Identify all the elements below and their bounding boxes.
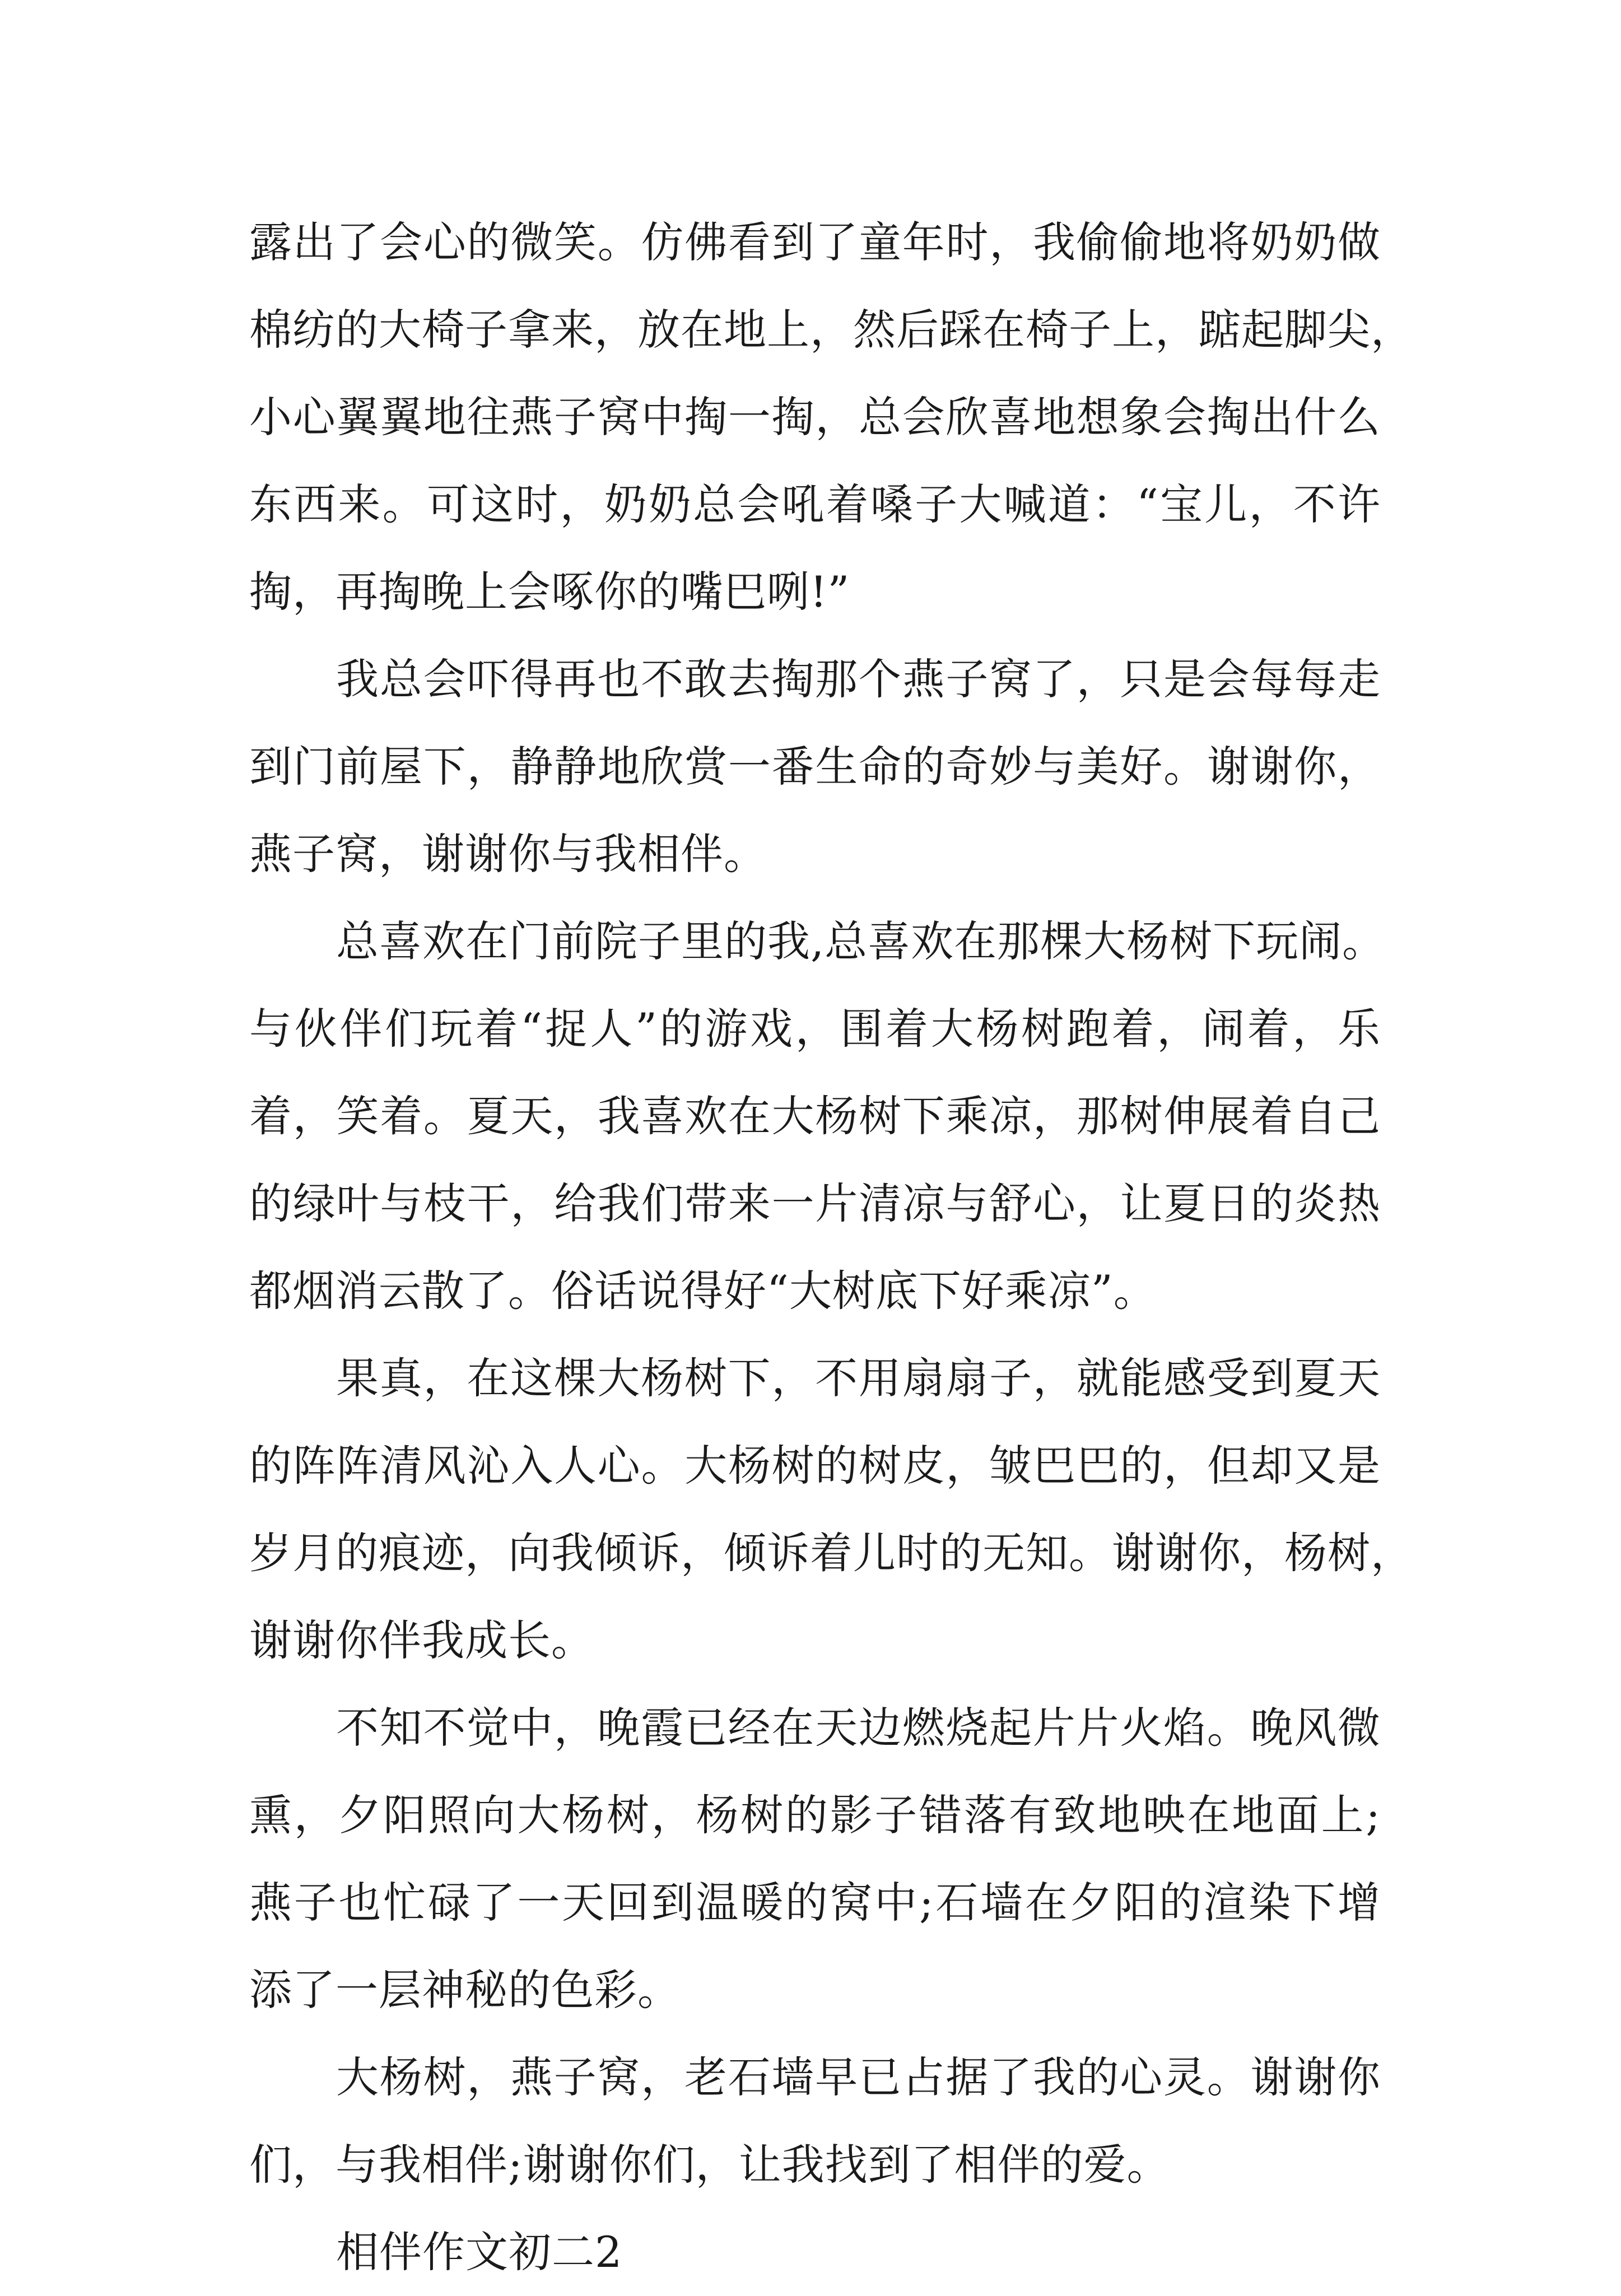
text-line: 谢谢你伴我成长。 [249, 1615, 594, 1665]
text-line: 东西来。可这时，奶奶总会吼着嗓子大喊道：“宝儿，不许 [249, 479, 1381, 529]
text-line: 果真，在这棵大杨树下，不用扇扇子，就能感受到夏天 [336, 1353, 1381, 1403]
text-line: 小心翼翼地往燕子窝中掏一掏，总会欣喜地想象会掏出什么 [249, 392, 1381, 442]
text-line: 都烟消云散了。俗话说得好“大树底下好乘凉”。 [249, 1266, 1157, 1316]
text-line: 燕子窝，谢谢你与我相伴。 [249, 829, 767, 879]
text-line: 着，笑着。夏天，我喜欢在大杨树下乘凉，那树伸展着自己 [249, 1091, 1381, 1141]
text-line: 总喜欢在门前院子里的我,总喜欢在那棵大杨树下玩闹。 [336, 916, 1386, 966]
text-line: 不知不觉中，晚霞已经在天边燃烧起片片火焰。晚风微 [336, 1703, 1381, 1753]
text-line: 大杨树，燕子窝，老石墙早已占据了我的心灵。谢谢你 [336, 2052, 1381, 2102]
text-line: 到门前屋下，静静地欣赏一番生命的奇妙与美好。谢谢你， [249, 742, 1381, 791]
text-line: 的阵阵清风沁入人心。大杨树的树皮，皱巴巴的，但却又是 [249, 1441, 1381, 1491]
document-body [249, 199, 1414, 2296]
text-line: 添了一层神秘的色彩。 [249, 1965, 681, 2015]
text-line: 熏，夕阳照向大杨树，杨树的影子错落有致地映在地面上; [249, 1790, 1381, 1840]
text-line: 的绿叶与枝干，给我们带来一片清凉与舒心，让夏日的炎热 [249, 1179, 1381, 1228]
text-line: 岁月的痕迹，向我倾诉，倾诉着儿时的无知。谢谢你，杨树， [249, 1528, 1414, 1578]
text-line: 们，与我相伴;谢谢你们，让我找到了相伴的爱。 [249, 2140, 1170, 2190]
text-line: 燕子也忙碌了一天回到温暖的窝中;石墙在夕阳的渲染下增 [249, 1878, 1381, 1927]
section-heading: 相伴作文初二2 [336, 2227, 623, 2277]
text-line: 掏，再掏晚上会啄你的嘴巴咧!” [249, 567, 850, 617]
text-line: 棉纺的大椅子拿来，放在地上，然后踩在椅子上，踮起脚尖， [249, 305, 1414, 355]
text-line: 与伙伴们玩着“捉人”的游戏，围着大杨树跑着，闹着，乐 [249, 1004, 1381, 1054]
text-line: 我总会吓得再也不敢去掏那个燕子窝了，只是会每每走 [336, 654, 1381, 704]
text-line: 露出了会心的微笑。仿佛看到了童年时，我偷偷地将奶奶做 [249, 217, 1381, 267]
